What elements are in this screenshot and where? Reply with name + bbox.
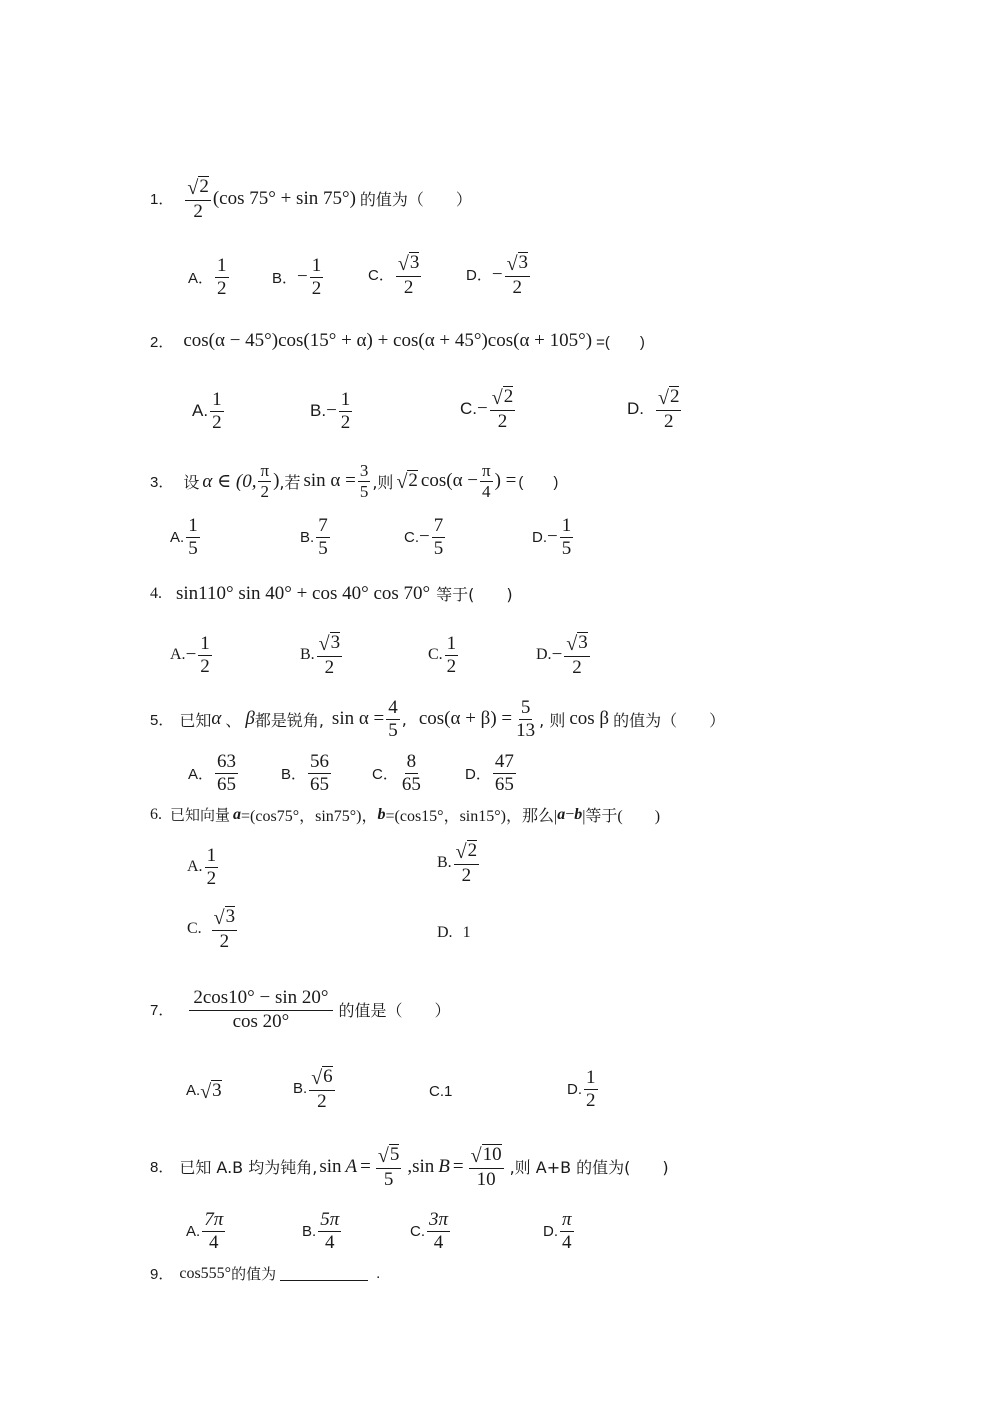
option-c[interactable]: C. 1 [429, 1083, 453, 1100]
text: ,则 [372, 472, 394, 492]
question-tail: 的值为（ ） [613, 710, 726, 730]
text: 设 [183, 472, 200, 492]
question-tail: ,则 A+B 的值为( ) [509, 1158, 669, 1178]
vector-b: b [377, 805, 386, 823]
text: ,若 [279, 472, 301, 492]
option-b[interactable]: B. √ 2 2 [437, 840, 478, 886]
text: 已知 A.B 均为钝角, [179, 1158, 318, 1178]
math-symbol: β [245, 708, 255, 730]
question-5: 5． 已知 α 、 β 都是锐角, sin α = $\frac{4}{5}$ , cos(α + β) = $\frac{5}{13}$ , 则 cos β 的值为（ ） [150, 697, 726, 741]
option-d[interactable]: D. $\frac{\pi}{4}$ [543, 1209, 572, 1253]
option-b[interactable]: B. $\frac{7}{5}$ [300, 515, 328, 559]
question-8: 8． 已知 A.B 均为钝角, sin A = √ 5 5 , sin B = √ 10 10 ,则 A+B 的值为( ) [150, 1144, 669, 1190]
math-expression: cos555° [179, 1264, 232, 1282]
question-number: 5． [150, 711, 174, 729]
option-a[interactable]: A. $\frac{1}{5}$ [170, 515, 198, 559]
option-c[interactable]: C． √ 3 2 [368, 252, 420, 298]
option-a[interactable]: A. − $\frac{1}{2}$ [170, 633, 210, 677]
question-2 [150, 330, 645, 352]
answer-bracket: ( ) [518, 473, 559, 491]
text: 已知 [179, 710, 212, 730]
math-expression: sin110° sin 40° + cos 40° cos 70° [176, 582, 431, 604]
math-expression: sin [412, 1155, 435, 1177]
question-number: 2． [150, 333, 174, 351]
fraction: $\frac{2\cos 10^\circ - \sin 20^\circ}{\cos 20^\circ}$ [189, 988, 332, 1032]
period: . [376, 1265, 381, 1282]
text: 都是锐角, [254, 710, 324, 730]
text: 、 [225, 710, 242, 730]
option-c[interactable]: C. $\frac{3\pi}{4}$ [410, 1209, 449, 1253]
vector-a: a [557, 805, 566, 823]
math-expression: sin α = [331, 708, 385, 730]
option-d[interactable]: D. √ 2 2 [627, 386, 680, 432]
option-a[interactable]: A. $\frac{1}{2}$ [192, 389, 222, 433]
math-operator: = [452, 1155, 464, 1177]
option-a[interactable]: A． $\frac{63}{65}$ [188, 751, 237, 795]
math-expression: cos(α − 45°)cos(15° + α) + cos(α + 45°)cos(α + 105°) [183, 330, 593, 351]
option-b[interactable]: B. − $\frac{1}{2}$ [310, 389, 351, 433]
option-c[interactable]: C. − √ 2 2 [460, 386, 514, 432]
text: 已知向量 [170, 806, 231, 824]
math-expression: (cos 75° + sin 75°) [212, 187, 356, 209]
option-c[interactable]: C. $\frac{1}{2}$ [428, 633, 457, 677]
text: , 则 [539, 710, 566, 730]
math-operator: = [360, 1155, 371, 1177]
math-symbol: B [438, 1155, 450, 1177]
fraction: √ 2 2 [187, 176, 209, 222]
text: , [407, 1155, 413, 1177]
question-number: 6. [150, 805, 162, 823]
question-number: 9． [150, 1266, 174, 1283]
question-7 [150, 988, 451, 1032]
option-a[interactable]: A. $\frac{1}{2}$ [187, 845, 217, 889]
option-c[interactable]: C． $\frac{8}{65}$ [372, 751, 421, 795]
question-tail: 的值为 [231, 1265, 277, 1283]
option-a[interactable]: A. √ 3 [186, 1080, 222, 1103]
option-a[interactable]: A． $\frac{1}{2}$ [188, 255, 227, 299]
question-tail: 的值是（ ） [338, 1001, 451, 1021]
option-d[interactable]: D. − √ 3 2 [536, 632, 588, 678]
math-expression: α ∈ (0, [202, 470, 257, 492]
option-d[interactable]: D. $\frac{1}{2}$ [567, 1067, 596, 1111]
math-operator: − [565, 805, 575, 823]
question-number: 4. [150, 584, 162, 602]
option-b[interactable]: B. √ 6 2 [293, 1066, 333, 1112]
vector-b: b [574, 805, 583, 823]
question-6 [150, 803, 660, 826]
option-b[interactable]: B． − $\frac{1}{2}$ [272, 255, 322, 299]
question-9 [150, 1263, 380, 1284]
option-b[interactable]: B. √ 3 2 [300, 632, 341, 678]
math-expression: sin [319, 1155, 342, 1177]
question-tail: 等于( ) [436, 585, 513, 604]
math-expression: sin α = [303, 470, 356, 492]
question-number: 3． [150, 473, 174, 491]
question-3: 3． 设 α ∈ (0, $\frac{\pi}{2}$ ) ,若 sin α = $\frac{3}{5}$ ,则 √ 2 cos(α − $\frac{\pi}{4}$ ) = ( ) [150, 461, 559, 501]
question-number: 7． [150, 1002, 174, 1020]
math-expression: cos(α + β) = [418, 708, 513, 730]
vector-a: a [233, 805, 242, 823]
option-b[interactable]: B. $\frac{5\pi}{4}$ [302, 1209, 340, 1253]
question-tail: |等于( ) [582, 808, 661, 825]
option-c[interactable]: C. − $\frac{7}{5}$ [404, 515, 444, 559]
text: , [401, 709, 407, 729]
math-symbol: A [345, 1155, 358, 1177]
option-d[interactable]: D. − $\frac{1}{5}$ [532, 515, 572, 559]
math-expression: cos(α − [420, 470, 478, 492]
math-expression: ) [273, 470, 280, 492]
math-expression: =(cos75°，sin75°)， [241, 808, 378, 825]
question-number: 1． [150, 191, 174, 209]
option-d[interactable]: D． $\frac{47}{65}$ [465, 751, 514, 795]
option-a[interactable]: A. $\frac{7\pi}{4}$ [186, 1209, 224, 1253]
option-b[interactable]: B． $\frac{56}{65}$ [281, 751, 330, 795]
math-symbol: α [211, 708, 222, 730]
option-d[interactable]: D． − √ 3 2 [466, 252, 529, 298]
math-expression: ) = [494, 470, 517, 492]
answer-blank[interactable] [280, 1266, 368, 1281]
option-c[interactable]: C. √ 3 2 [187, 906, 236, 952]
question-number: 8． [150, 1159, 174, 1177]
math-expression: cos β [569, 708, 610, 730]
question-tail: 的值为（ ） [359, 190, 472, 210]
option-d[interactable]: D. 1 [437, 924, 471, 941]
answer-bracket: =( ) [596, 333, 645, 351]
math-expression: =(cos15°，sin15°)，那么| [385, 808, 558, 825]
question-4 [150, 582, 513, 605]
question-1 [150, 176, 472, 222]
